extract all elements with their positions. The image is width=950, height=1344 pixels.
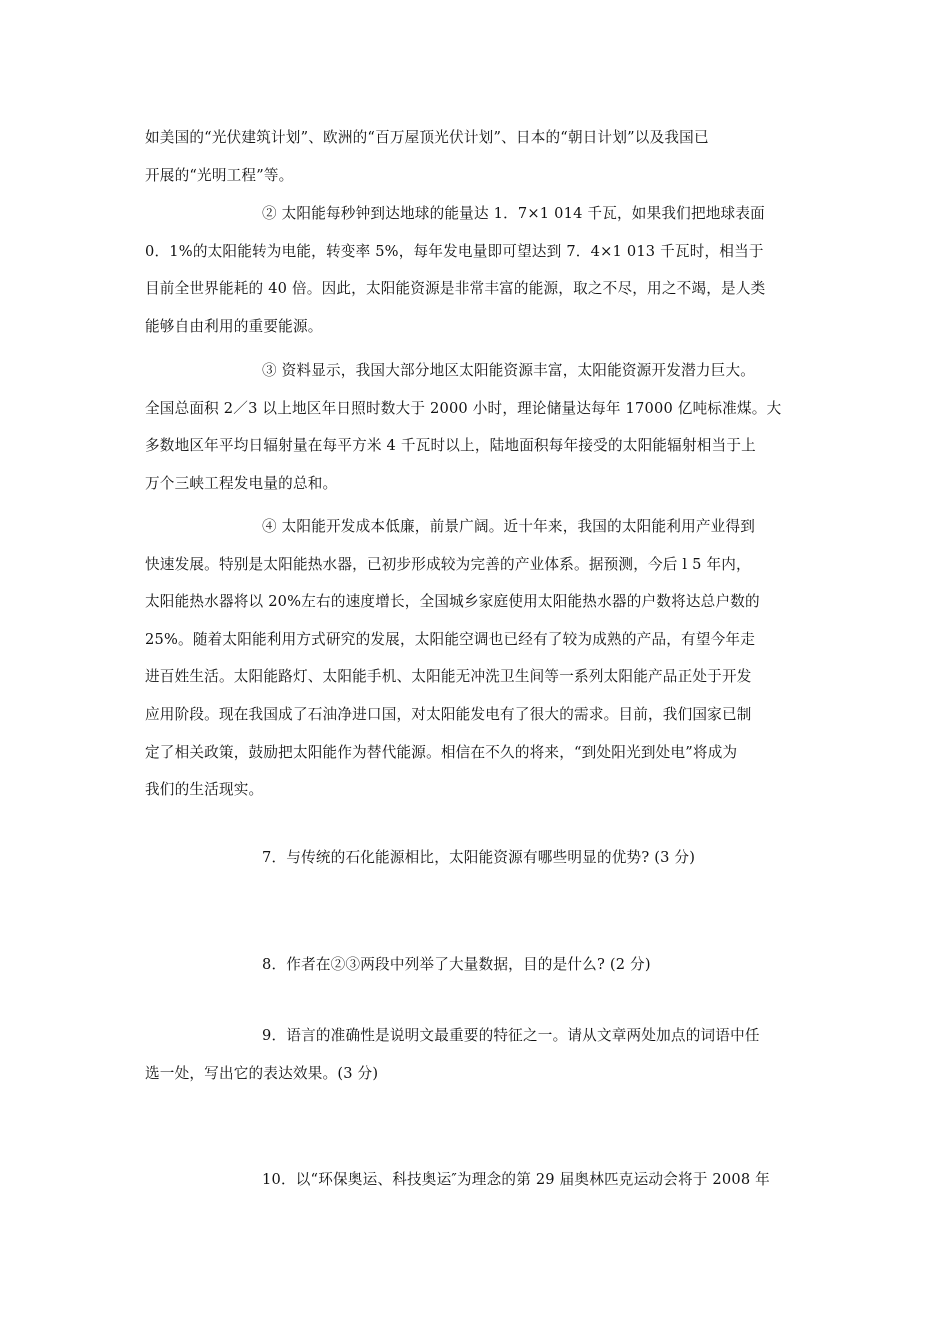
paragraph-line: ③ 资料显示，我国大部分地区太阳能资源丰富，太阳能资源开发潜力巨大。 [262,362,756,379]
paragraph-intro [145,119,810,194]
paragraph-line: 0．1%的太阳能转为电能，转变率 5%，每年发电量即可望达到 7．4×1 013 千瓦时，相当于 [145,242,764,260]
question-line: 10．以“环保奥运、科技奥运″为理念的第 29 届奥林匹克运动会将于 2008 年 [262,1171,770,1188]
question-line: 8．作者在②③两段中列举了大量数据，目的是什么? (2 分) [262,956,651,973]
paragraph-line: 万个三峡工程发电量的总和。 [145,474,338,492]
paragraph-line: 快速发展。特别是太阳能热水器，已初步形成较为完善的产业体系。据预测，今后 l 5 年内， [145,555,751,573]
paragraph-line: 多数地区年平均日辐射量在每平方米 4 千瓦时以上，陆地面积每年接受的太阳能辐射相当于上 [145,437,756,455]
paragraph-line: 25%。随着太阳能利用方式研究的发展，太阳能空调也已经有了较为成熟的产品，有望今年走 [145,630,755,648]
question-10 [145,1161,810,1199]
paragraph-line: ④ 太阳能开发成本低廉，前景广阔。近十年来，我国的太阳能利用产业得到 [262,518,756,535]
question-8 [145,946,810,984]
paragraph-line: 如美国的“光伏建筑计划”、欧洲的“百万屋顶光伏计划”、日本的“朝日计划”以及我国已 [145,129,709,146]
paragraph-line: 应用阶段。现在我国成了石油净进口国，对太阳能发电有了很大的需求。目前，我们国家已制 [145,705,752,723]
paragraph-line: ② 太阳能每秒钟到达地球的能量达 1．7×1 014 千瓦，如果我们把地球表面 [262,205,765,222]
question-line: 7．与传统的石化能源相比，太阳能资源有哪些明显的优势? (3 分) [262,849,696,866]
paragraph-2 [145,195,810,345]
paragraph-line: 定了相关政策，鼓励把太阳能作为替代能源。相信在不久的将来，“到处阳光到处电”将成为 [145,743,738,761]
question-7 [145,839,810,877]
paragraph-line: 全国总面积 2／3 以上地区年日照时数大于 2000 小时，理论储量达每年 17000 亿吨标准煤。大 [145,399,782,417]
paragraph-line: 目前全世界能耗的 40 倍。因此，太阳能资源是非常丰富的能源，取之不尽，用之不竭，是人类 [145,280,766,298]
paragraph-line: 开展的“光明工程”等。 [145,166,294,184]
paragraph-3 [145,352,810,502]
paragraph-line: 进百姓生活。太阳能路灯、太阳能手机、太阳能无冲洗卫生间等一系列太阳能产品正处于开发 [145,668,752,686]
question-9 [145,1017,810,1092]
question-line: 选一处，写出它的表达效果。(3 分) [145,1064,379,1082]
paragraph-4 [145,508,810,809]
paragraph-line: 我们的生活现实。 [145,781,264,799]
paragraph-line: 太阳能热水器将以 20%左右的速度增长，全国城乡家庭使用太阳能热水器的户数将达总户数的 [145,593,760,611]
question-line: 9．语言的准确性是说明文最重要的特征之一。请从文章两处加点的词语中任 [262,1027,760,1044]
paragraph-line: 能够自由利用的重要能源。 [145,317,323,335]
